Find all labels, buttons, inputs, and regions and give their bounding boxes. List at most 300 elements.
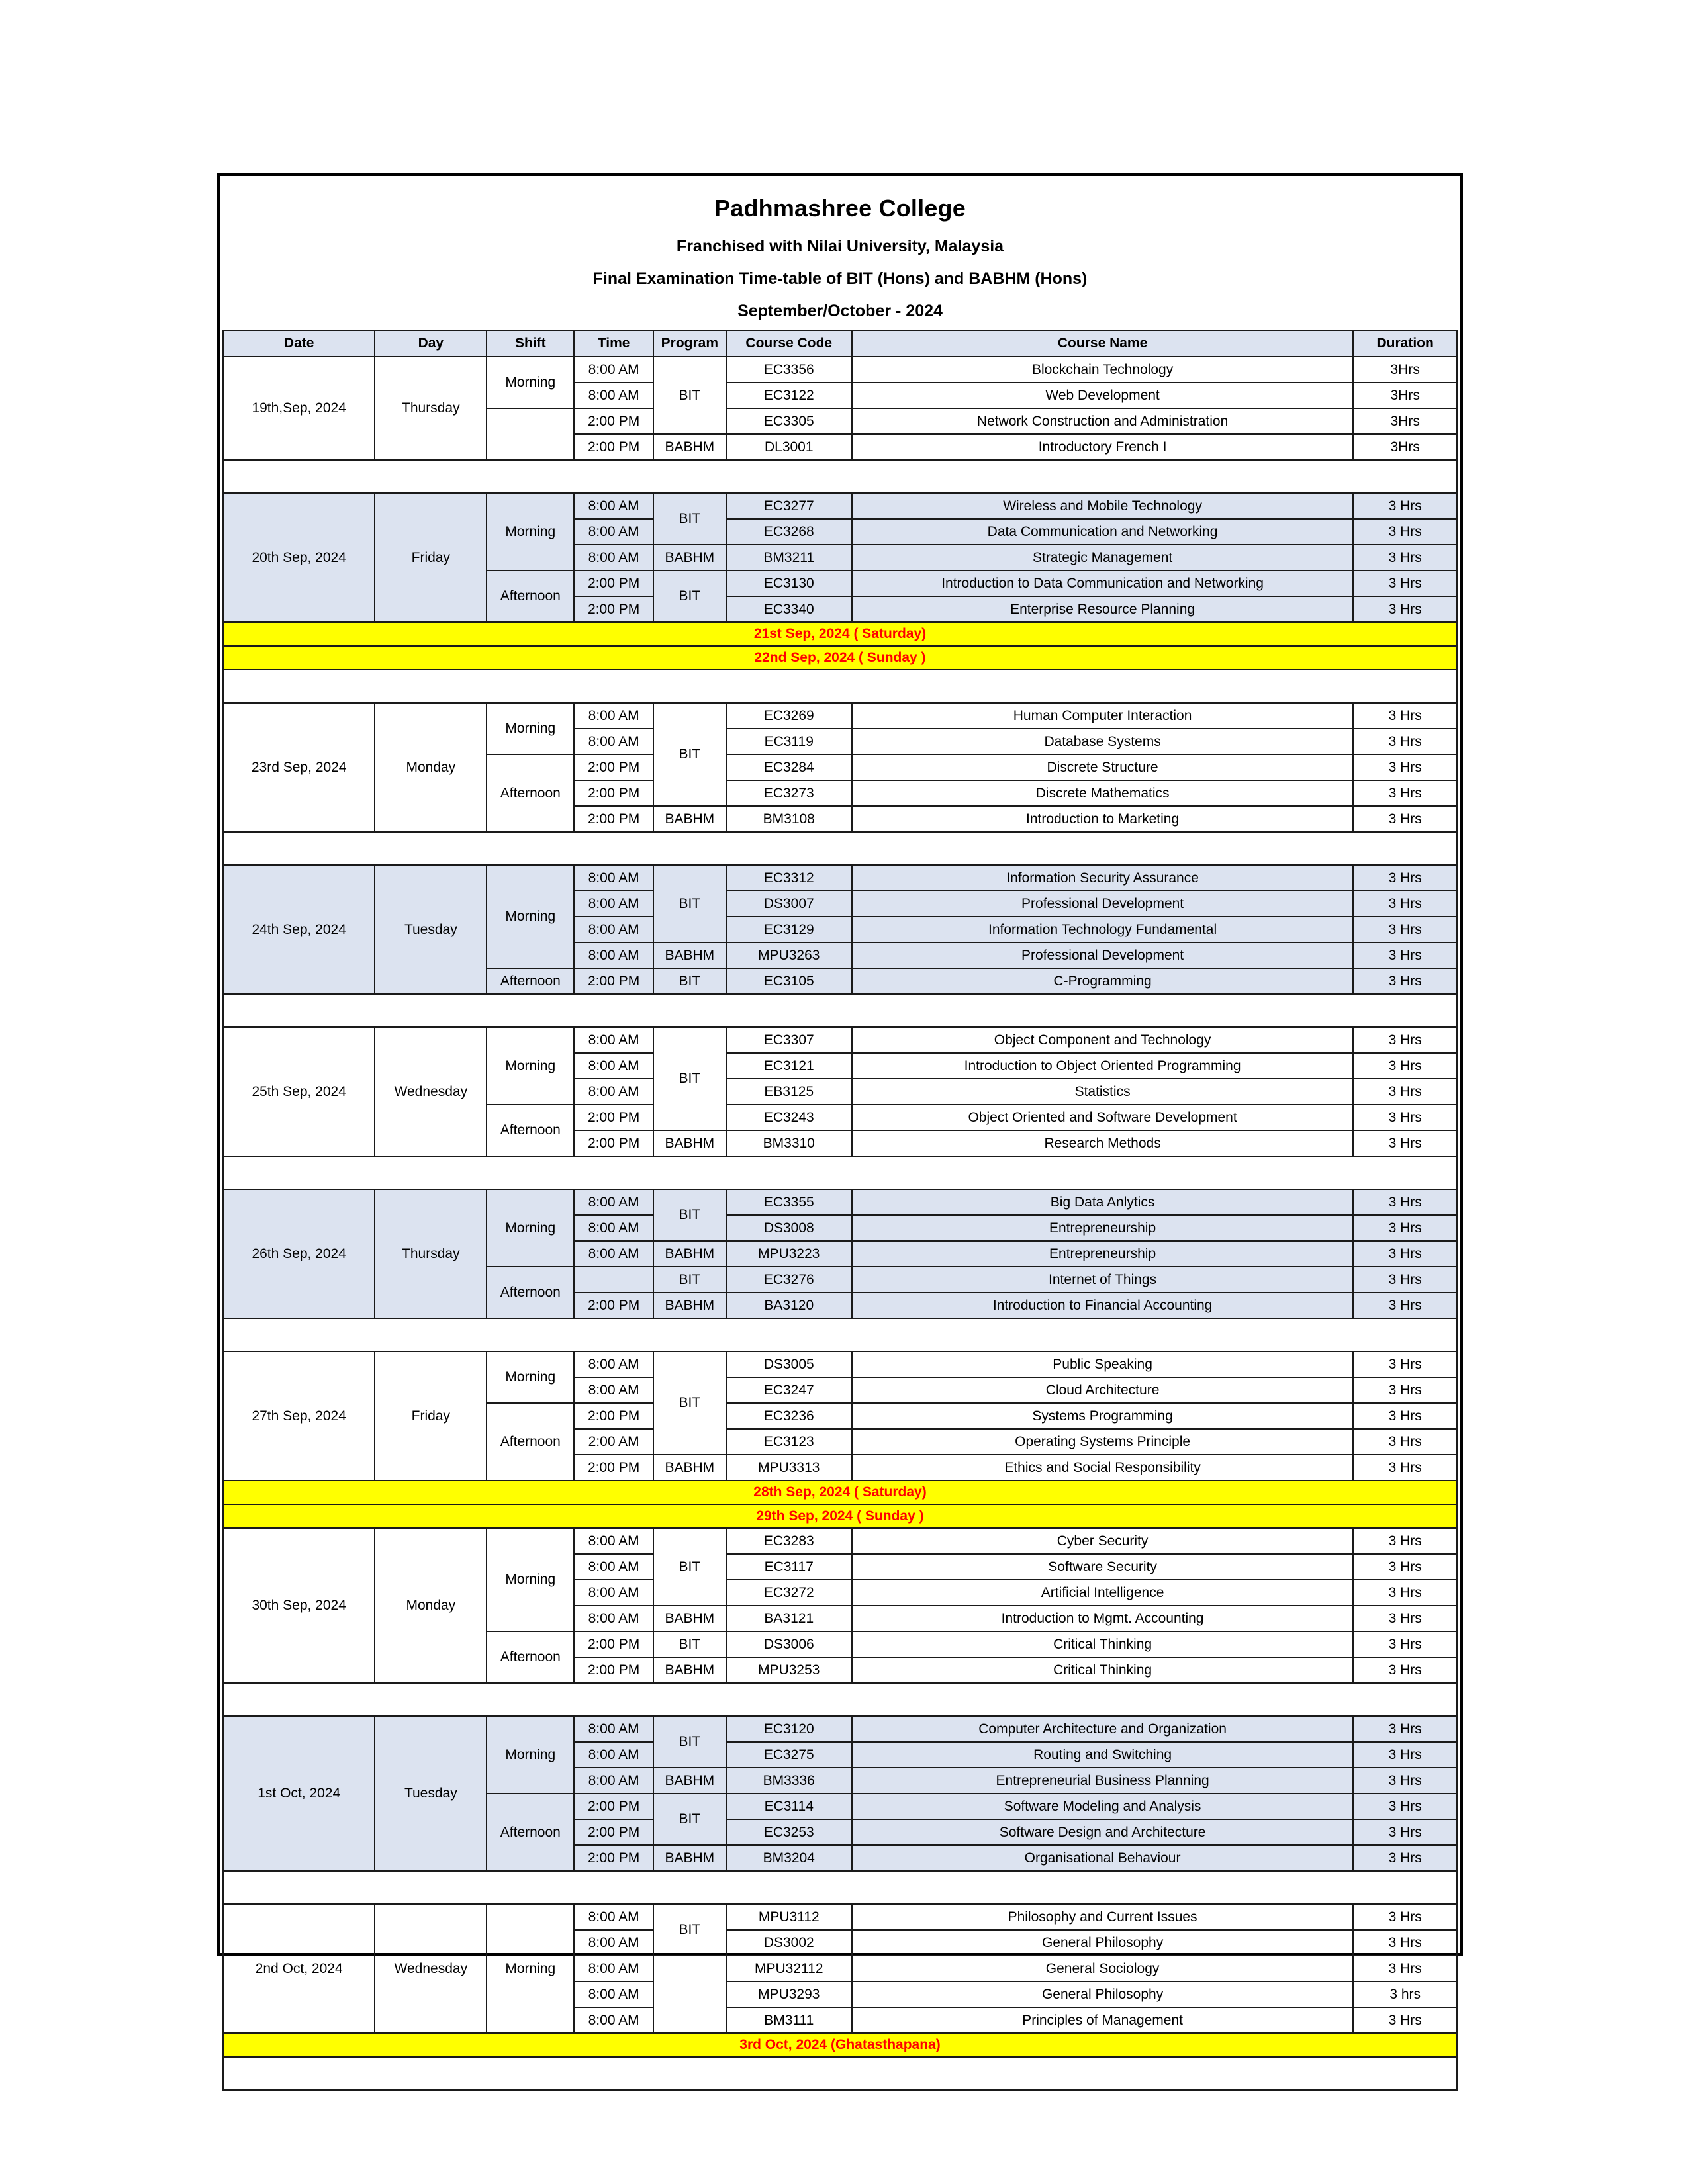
cell-course-name: Discrete Mathematics xyxy=(852,780,1353,806)
cell-time: 8:00 AM xyxy=(574,545,653,570)
cell-program: BIT xyxy=(653,1716,726,1768)
separator-cell xyxy=(223,994,1457,1027)
holiday-label: 22nd Sep, 2024 ( Sunday ) xyxy=(223,646,1457,670)
document-header xyxy=(220,176,1460,330)
cell-course-code: EC3119 xyxy=(726,729,852,754)
table-header xyxy=(223,330,1457,357)
cell-course-name: Cloud Architecture xyxy=(852,1377,1353,1403)
cell-day: Tuesday xyxy=(375,1716,487,1871)
cell-course-code: EC3355 xyxy=(726,1189,852,1215)
cell-time: 8:00 AM xyxy=(574,1215,653,1241)
cell-duration: 3 Hrs xyxy=(1353,1768,1457,1794)
cell-duration: 3 Hrs xyxy=(1353,891,1457,917)
cell-duration: 3 Hrs xyxy=(1353,1956,1457,1981)
col-header-course-name: Course Name xyxy=(852,330,1353,357)
cell-course-name: Operating Systems Principle xyxy=(852,1429,1353,1455)
separator-cell xyxy=(223,1683,1457,1716)
cell-course-code: MPU3253 xyxy=(726,1657,852,1683)
cell-course-code: EC3272 xyxy=(726,1580,852,1606)
cell-course-name: Enterprise Resource Planning xyxy=(852,596,1353,622)
cell-course-code: MPU3293 xyxy=(726,1981,852,2007)
cell-course-code: EC3243 xyxy=(726,1105,852,1130)
cell-course-code: BM3310 xyxy=(726,1130,852,1156)
cell-time: 8:00 AM xyxy=(574,1768,653,1794)
cell-program: BIT xyxy=(653,703,726,806)
cell-course-name: Public Speaking xyxy=(852,1351,1353,1377)
cell-time: 8:00 AM xyxy=(574,1189,653,1215)
cell-course-name: Computer Architecture and Organization xyxy=(852,1716,1353,1742)
cell-date: 2nd Oct, 2024 xyxy=(223,1904,375,2033)
cell-program: BIT xyxy=(653,968,726,994)
cell-time: 8:00 AM xyxy=(574,1742,653,1768)
cell-duration: 3 Hrs xyxy=(1353,1241,1457,1267)
cell-course-name: Routing and Switching xyxy=(852,1742,1353,1768)
cell-duration: 3 Hrs xyxy=(1353,570,1457,596)
cell-course-code: MPU3223 xyxy=(726,1241,852,1267)
cell-course-code: DS3007 xyxy=(726,891,852,917)
cell-duration: 3 Hrs xyxy=(1353,519,1457,545)
header-row xyxy=(223,330,1457,357)
cell-program: BIT xyxy=(653,1904,726,1956)
cell-course-code: DL3001 xyxy=(726,434,852,460)
block-separator xyxy=(223,1318,1457,1351)
cell-course-name: Introduction to Object Oriented Programming xyxy=(852,1053,1353,1079)
cell-day: Monday xyxy=(375,1528,487,1683)
cell-course-name: Web Development xyxy=(852,383,1353,408)
cell-course-code: DS3006 xyxy=(726,1631,852,1657)
cell-program xyxy=(653,1956,726,2033)
block-separator xyxy=(223,2057,1457,2090)
cell-duration: 3 Hrs xyxy=(1353,1819,1457,1845)
cell-time: 8:00 AM xyxy=(574,1956,653,1981)
cell-duration: 3Hrs xyxy=(1353,408,1457,434)
cell-course-code: EC3121 xyxy=(726,1053,852,1079)
cell-shift: Morning xyxy=(487,1716,574,1794)
cell-duration: 3 Hrs xyxy=(1353,1215,1457,1241)
cell-course-name: Software Design and Architecture xyxy=(852,1819,1353,1845)
cell-duration: 3 Hrs xyxy=(1353,1130,1457,1156)
cell-shift: Afternoon xyxy=(487,754,574,832)
cell-time: 8:00 AM xyxy=(574,1981,653,2007)
college-name: Padhmashree College xyxy=(714,195,966,222)
cell-shift: Afternoon xyxy=(487,1794,574,1871)
cell-duration: 3 Hrs xyxy=(1353,1794,1457,1819)
cell-duration: 3 Hrs xyxy=(1353,1904,1457,1930)
cell-course-code: EC3130 xyxy=(726,570,852,596)
separator-cell xyxy=(223,2057,1457,2090)
cell-time: 8:00 AM xyxy=(574,383,653,408)
cell-course-code: BM3336 xyxy=(726,1768,852,1794)
cell-duration: 3 Hrs xyxy=(1353,1053,1457,1079)
separator-cell xyxy=(223,670,1457,703)
cell-course-name: Cyber Security xyxy=(852,1528,1353,1554)
cell-duration: 3 Hrs xyxy=(1353,1580,1457,1606)
cell-time: 2:00 PM xyxy=(574,434,653,460)
cell-program: BABHM xyxy=(653,434,726,460)
cell-course-name: Introductory French I xyxy=(852,434,1353,460)
cell-time: 8:00 AM xyxy=(574,1554,653,1580)
cell-course-code: BM3111 xyxy=(726,2007,852,2033)
cell-duration: 3Hrs xyxy=(1353,434,1457,460)
cell-program: BABHM xyxy=(653,806,726,832)
cell-course-name: Principles of Management xyxy=(852,2007,1353,2033)
cell-course-name: General Philosophy xyxy=(852,1930,1353,1956)
cell-time: 2:00 PM xyxy=(574,1105,653,1130)
cell-shift: Morning xyxy=(487,865,574,968)
exam-row xyxy=(223,493,1457,519)
cell-course-name: Blockchain Technology xyxy=(852,357,1353,383)
cell-day: Wednesday xyxy=(375,1904,487,2033)
cell-program: BABHM xyxy=(653,1845,726,1871)
cell-course-code: BA3121 xyxy=(726,1606,852,1631)
col-header-course-code: Course Code xyxy=(726,330,852,357)
cell-time: 8:00 AM xyxy=(574,1930,653,1956)
cell-time: 2:00 PM xyxy=(574,1403,653,1429)
cell-time: 8:00 AM xyxy=(574,519,653,545)
cell-course-code: BM3108 xyxy=(726,806,852,832)
cell-course-code: DS3008 xyxy=(726,1215,852,1241)
cell-time: 8:00 AM xyxy=(574,917,653,942)
cell-date: 30th Sep, 2024 xyxy=(223,1528,375,1683)
cell-course-name: Philosophy and Current Issues xyxy=(852,1904,1353,1930)
cell-program: BIT xyxy=(653,493,726,545)
col-header-day: Day xyxy=(375,330,487,357)
cell-time: 8:00 AM xyxy=(574,1606,653,1631)
cell-shift: Afternoon xyxy=(487,570,574,622)
document-subject: Final Examination Time-table of BIT (Hons) and BABHM (Hons) xyxy=(592,269,1088,288)
cell-duration: 3 Hrs xyxy=(1353,596,1457,622)
cell-date: 23rd Sep, 2024 xyxy=(223,703,375,832)
cell-duration: 3 Hrs xyxy=(1353,1845,1457,1871)
cell-course-name: General Philosophy xyxy=(852,1981,1353,2007)
cell-course-code: EC3283 xyxy=(726,1528,852,1554)
cell-shift: Morning xyxy=(487,357,574,408)
cell-course-name: Systems Programming xyxy=(852,1403,1353,1429)
cell-date: 1st Oct, 2024 xyxy=(223,1716,375,1871)
cell-course-code: BM3211 xyxy=(726,545,852,570)
col-header-duration: Duration xyxy=(1353,330,1457,357)
cell-course-code: EC3284 xyxy=(726,754,852,780)
cell-course-code: EC3253 xyxy=(726,1819,852,1845)
cell-program: BIT xyxy=(653,1351,726,1455)
col-header-date: Date xyxy=(223,330,375,357)
cell-time: 8:00 AM xyxy=(574,1377,653,1403)
cell-program: BABHM xyxy=(653,1455,726,1480)
cell-duration: 3 Hrs xyxy=(1353,917,1457,942)
cell-course-name: Entrepreneurship xyxy=(852,1215,1353,1241)
cell-time xyxy=(574,1267,653,1293)
cell-day: Friday xyxy=(375,1351,487,1480)
cell-duration: 3 Hrs xyxy=(1353,968,1457,994)
cell-duration: 3Hrs xyxy=(1353,357,1457,383)
holiday-row xyxy=(223,1480,1457,1504)
col-header-program: Program xyxy=(653,330,726,357)
cell-course-code: MPU3112 xyxy=(726,1904,852,1930)
cell-duration: 3 Hrs xyxy=(1353,1742,1457,1768)
holiday-row xyxy=(223,622,1457,646)
holiday-label: 21st Sep, 2024 ( Saturday) xyxy=(223,622,1457,646)
cell-course-name: Introduction to Financial Accounting xyxy=(852,1293,1353,1318)
cell-duration: 3 Hrs xyxy=(1353,1377,1457,1403)
cell-duration: 3 Hrs xyxy=(1353,1528,1457,1554)
cell-duration: 3 Hrs xyxy=(1353,1267,1457,1293)
cell-course-name: Object Component and Technology xyxy=(852,1027,1353,1053)
cell-shift: Morning xyxy=(487,1351,574,1403)
cell-course-name: Object Oriented and Software Development xyxy=(852,1105,1353,1130)
cell-course-name: Internet of Things xyxy=(852,1267,1353,1293)
cell-course-code: EC3277 xyxy=(726,493,852,519)
separator-cell xyxy=(223,1871,1457,1904)
cell-program: BIT xyxy=(653,1631,726,1657)
cell-course-code: EC3275 xyxy=(726,1742,852,1768)
cell-course-code: EC3312 xyxy=(726,865,852,891)
cell-time: 2:00 AM xyxy=(574,1429,653,1455)
cell-program: BIT xyxy=(653,1794,726,1845)
cell-duration: 3 Hrs xyxy=(1353,1105,1457,1130)
cell-course-name: Wireless and Mobile Technology xyxy=(852,493,1353,519)
cell-time: 2:00 PM xyxy=(574,1293,653,1318)
cell-duration: 3 Hrs xyxy=(1353,1716,1457,1742)
cell-time: 2:00 PM xyxy=(574,1845,653,1871)
cell-duration: 3 Hrs xyxy=(1353,2007,1457,2033)
cell-shift: Afternoon xyxy=(487,1631,574,1683)
cell-course-code: EC3268 xyxy=(726,519,852,545)
cell-duration: 3 hrs xyxy=(1353,1981,1457,2007)
cell-time: 2:00 PM xyxy=(574,806,653,832)
cell-course-name: C-Programming xyxy=(852,968,1353,994)
cell-program: BIT xyxy=(653,570,726,622)
cell-course-name: Entrepreneurial Business Planning xyxy=(852,1768,1353,1794)
cell-course-name: Research Methods xyxy=(852,1130,1353,1156)
cell-course-code: EC3114 xyxy=(726,1794,852,1819)
cell-course-code: EC3276 xyxy=(726,1267,852,1293)
cell-course-name: Ethics and Social Responsibility xyxy=(852,1455,1353,1480)
holiday-row xyxy=(223,646,1457,670)
cell-course-name: Discrete Structure xyxy=(852,754,1353,780)
exam-row xyxy=(223,1027,1457,1053)
cell-course-code: EC3273 xyxy=(726,780,852,806)
cell-duration: 3 Hrs xyxy=(1353,865,1457,891)
cell-shift: Morning xyxy=(487,1189,574,1267)
cell-course-code: EC3305 xyxy=(726,408,852,434)
cell-program: BIT xyxy=(653,1189,726,1241)
block-separator xyxy=(223,1683,1457,1716)
cell-course-code: EB3125 xyxy=(726,1079,852,1105)
cell-time: 8:00 AM xyxy=(574,942,653,968)
col-header-time: Time xyxy=(574,330,653,357)
cell-duration: 3 Hrs xyxy=(1353,1351,1457,1377)
cell-duration: 3 Hrs xyxy=(1353,729,1457,754)
cell-course-name: Network Construction and Administration xyxy=(852,408,1353,434)
holiday-label: 28th Sep, 2024 ( Saturday) xyxy=(223,1480,1457,1504)
cell-course-name: Entrepreneurship xyxy=(852,1241,1353,1267)
cell-time: 8:00 AM xyxy=(574,1716,653,1742)
block-separator xyxy=(223,460,1457,493)
exam-period: September/October - 2024 xyxy=(737,302,943,320)
cell-course-name: Database Systems xyxy=(852,729,1353,754)
cell-program: BABHM xyxy=(653,1768,726,1794)
cell-course-code: MPU3263 xyxy=(726,942,852,968)
cell-course-code: BM3204 xyxy=(726,1845,852,1871)
cell-course-code: MPU3313 xyxy=(726,1455,852,1480)
cell-time: 8:00 AM xyxy=(574,2007,653,2033)
cell-duration: 3 Hrs xyxy=(1353,1606,1457,1631)
cell-course-name: Critical Thinking xyxy=(852,1631,1353,1657)
cell-day: Thursday xyxy=(375,1189,487,1318)
holiday-row xyxy=(223,1504,1457,1528)
cell-duration: 3Hrs xyxy=(1353,383,1457,408)
cell-duration: 3 Hrs xyxy=(1353,942,1457,968)
cell-program: BABHM xyxy=(653,1130,726,1156)
cell-course-name: Organisational Behaviour xyxy=(852,1845,1353,1871)
cell-time: 2:00 PM xyxy=(574,1794,653,1819)
cell-duration: 3 Hrs xyxy=(1353,1079,1457,1105)
cell-time: 8:00 AM xyxy=(574,1053,653,1079)
cell-course-code: DS3002 xyxy=(726,1930,852,1956)
cell-time: 8:00 AM xyxy=(574,1079,653,1105)
exam-row xyxy=(223,1716,1457,1742)
cell-time: 2:00 PM xyxy=(574,1657,653,1683)
cell-program: BIT xyxy=(653,865,726,942)
cell-course-code: EC3122 xyxy=(726,383,852,408)
cell-duration: 3 Hrs xyxy=(1353,545,1457,570)
cell-time: 8:00 AM xyxy=(574,1528,653,1554)
cell-course-name: Introduction to Mgmt. Accounting xyxy=(852,1606,1353,1631)
separator-cell xyxy=(223,1156,1457,1189)
cell-time: 2:00 PM xyxy=(574,570,653,596)
holiday-label: 3rd Oct, 2024 (Ghatasthapana) xyxy=(223,2033,1457,2057)
cell-course-code: BA3120 xyxy=(726,1293,852,1318)
cell-course-code: EC3236 xyxy=(726,1403,852,1429)
cell-time: 8:00 AM xyxy=(574,703,653,729)
cell-course-code: EC3356 xyxy=(726,357,852,383)
cell-course-name: Software Modeling and Analysis xyxy=(852,1794,1353,1819)
cell-shift: Morning xyxy=(487,703,574,754)
cell-shift: Morning xyxy=(487,1904,574,2033)
cell-time: 8:00 AM xyxy=(574,729,653,754)
cell-day: Wednesday xyxy=(375,1027,487,1156)
cell-course-code: EC3269 xyxy=(726,703,852,729)
block-separator xyxy=(223,1156,1457,1189)
cell-time: 8:00 AM xyxy=(574,891,653,917)
cell-course-name: Statistics xyxy=(852,1079,1353,1105)
cell-time: 8:00 AM xyxy=(574,1241,653,1267)
cell-program: BABHM xyxy=(653,942,726,968)
cell-time: 2:00 PM xyxy=(574,408,653,434)
cell-time: 8:00 AM xyxy=(574,1351,653,1377)
cell-course-code: MPU32112 xyxy=(726,1956,852,1981)
cell-course-name: Information Security Assurance xyxy=(852,865,1353,891)
separator-cell xyxy=(223,832,1457,865)
cell-duration: 3 Hrs xyxy=(1353,1455,1457,1480)
cell-duration: 3 Hrs xyxy=(1353,703,1457,729)
cell-shift: Afternoon xyxy=(487,1403,574,1480)
cell-day: Tuesday xyxy=(375,865,487,994)
cell-course-name: Professional Development xyxy=(852,942,1353,968)
cell-time: 8:00 AM xyxy=(574,865,653,891)
cell-day: Monday xyxy=(375,703,487,832)
cell-course-code: EC3117 xyxy=(726,1554,852,1580)
cell-course-name: Introduction to Marketing xyxy=(852,806,1353,832)
cell-date: 27th Sep, 2024 xyxy=(223,1351,375,1480)
exam-row xyxy=(223,1351,1457,1377)
cell-duration: 3 Hrs xyxy=(1353,1403,1457,1429)
cell-course-code: EC3307 xyxy=(726,1027,852,1053)
cell-course-name: Critical Thinking xyxy=(852,1657,1353,1683)
cell-date: 26th Sep, 2024 xyxy=(223,1189,375,1318)
cell-course-name: Big Data Anlytics xyxy=(852,1189,1353,1215)
cell-time: 2:00 PM xyxy=(574,1819,653,1845)
cell-duration: 3 Hrs xyxy=(1353,1189,1457,1215)
cell-course-code: EC3105 xyxy=(726,968,852,994)
cell-course-name: Human Computer Interaction xyxy=(852,703,1353,729)
cell-course-code: EC3247 xyxy=(726,1377,852,1403)
cell-course-code: EC3123 xyxy=(726,1429,852,1455)
cell-duration: 3 Hrs xyxy=(1353,1631,1457,1657)
cell-course-code: EC3340 xyxy=(726,596,852,622)
cell-time: 2:00 PM xyxy=(574,1455,653,1480)
block-separator xyxy=(223,1871,1457,1904)
cell-shift xyxy=(487,408,574,460)
block-separator xyxy=(223,832,1457,865)
cell-time: 2:00 PM xyxy=(574,780,653,806)
exam-row xyxy=(223,1904,1457,1930)
cell-day: Thursday xyxy=(375,357,487,460)
cell-day: Friday xyxy=(375,493,487,622)
cell-date: 20th Sep, 2024 xyxy=(223,493,375,622)
exam-row xyxy=(223,1528,1457,1554)
cell-program: BABHM xyxy=(653,1606,726,1631)
cell-shift: Morning xyxy=(487,1027,574,1105)
holiday-label: 29th Sep, 2024 ( Sunday ) xyxy=(223,1504,1457,1528)
cell-time: 2:00 PM xyxy=(574,1631,653,1657)
cell-duration: 3 Hrs xyxy=(1353,1293,1457,1318)
cell-program: BABHM xyxy=(653,1241,726,1267)
separator-cell xyxy=(223,1318,1457,1351)
cell-time: 2:00 PM xyxy=(574,596,653,622)
col-header-shift: Shift xyxy=(487,330,574,357)
timetable-sheet xyxy=(217,173,1463,2053)
cell-program: BIT xyxy=(653,357,726,434)
cell-course-name: Artificial Intelligence xyxy=(852,1580,1353,1606)
block-separator xyxy=(223,994,1457,1027)
cell-shift: Afternoon xyxy=(487,1105,574,1156)
cell-shift: Afternoon xyxy=(487,1267,574,1318)
cell-course-name: Professional Development xyxy=(852,891,1353,917)
cell-duration: 3 Hrs xyxy=(1353,780,1457,806)
cell-time: 8:00 AM xyxy=(574,1904,653,1930)
cell-course-name: Data Communication and Networking xyxy=(852,519,1353,545)
cell-duration: 3 Hrs xyxy=(1353,1554,1457,1580)
holiday-row xyxy=(223,2033,1457,2057)
cell-duration: 3 Hrs xyxy=(1353,1027,1457,1053)
table-body xyxy=(223,357,1457,2090)
cell-time: 2:00 PM xyxy=(574,968,653,994)
cell-time: 8:00 AM xyxy=(574,1027,653,1053)
cell-duration: 3 Hrs xyxy=(1353,754,1457,780)
exam-row xyxy=(223,865,1457,891)
franchise-line: Franchised with Nilai University, Malaysia xyxy=(676,237,1004,255)
cell-course-name: Introduction to Data Communication and Networking xyxy=(852,570,1353,596)
cell-course-code: EC3129 xyxy=(726,917,852,942)
cell-program: BABHM xyxy=(653,1657,726,1683)
cell-shift: Afternoon xyxy=(487,968,574,994)
cell-course-name: Strategic Management xyxy=(852,545,1353,570)
separator-cell xyxy=(223,460,1457,493)
cell-duration: 3 Hrs xyxy=(1353,806,1457,832)
cell-program: BABHM xyxy=(653,545,726,570)
cell-date: 25th Sep, 2024 xyxy=(223,1027,375,1156)
